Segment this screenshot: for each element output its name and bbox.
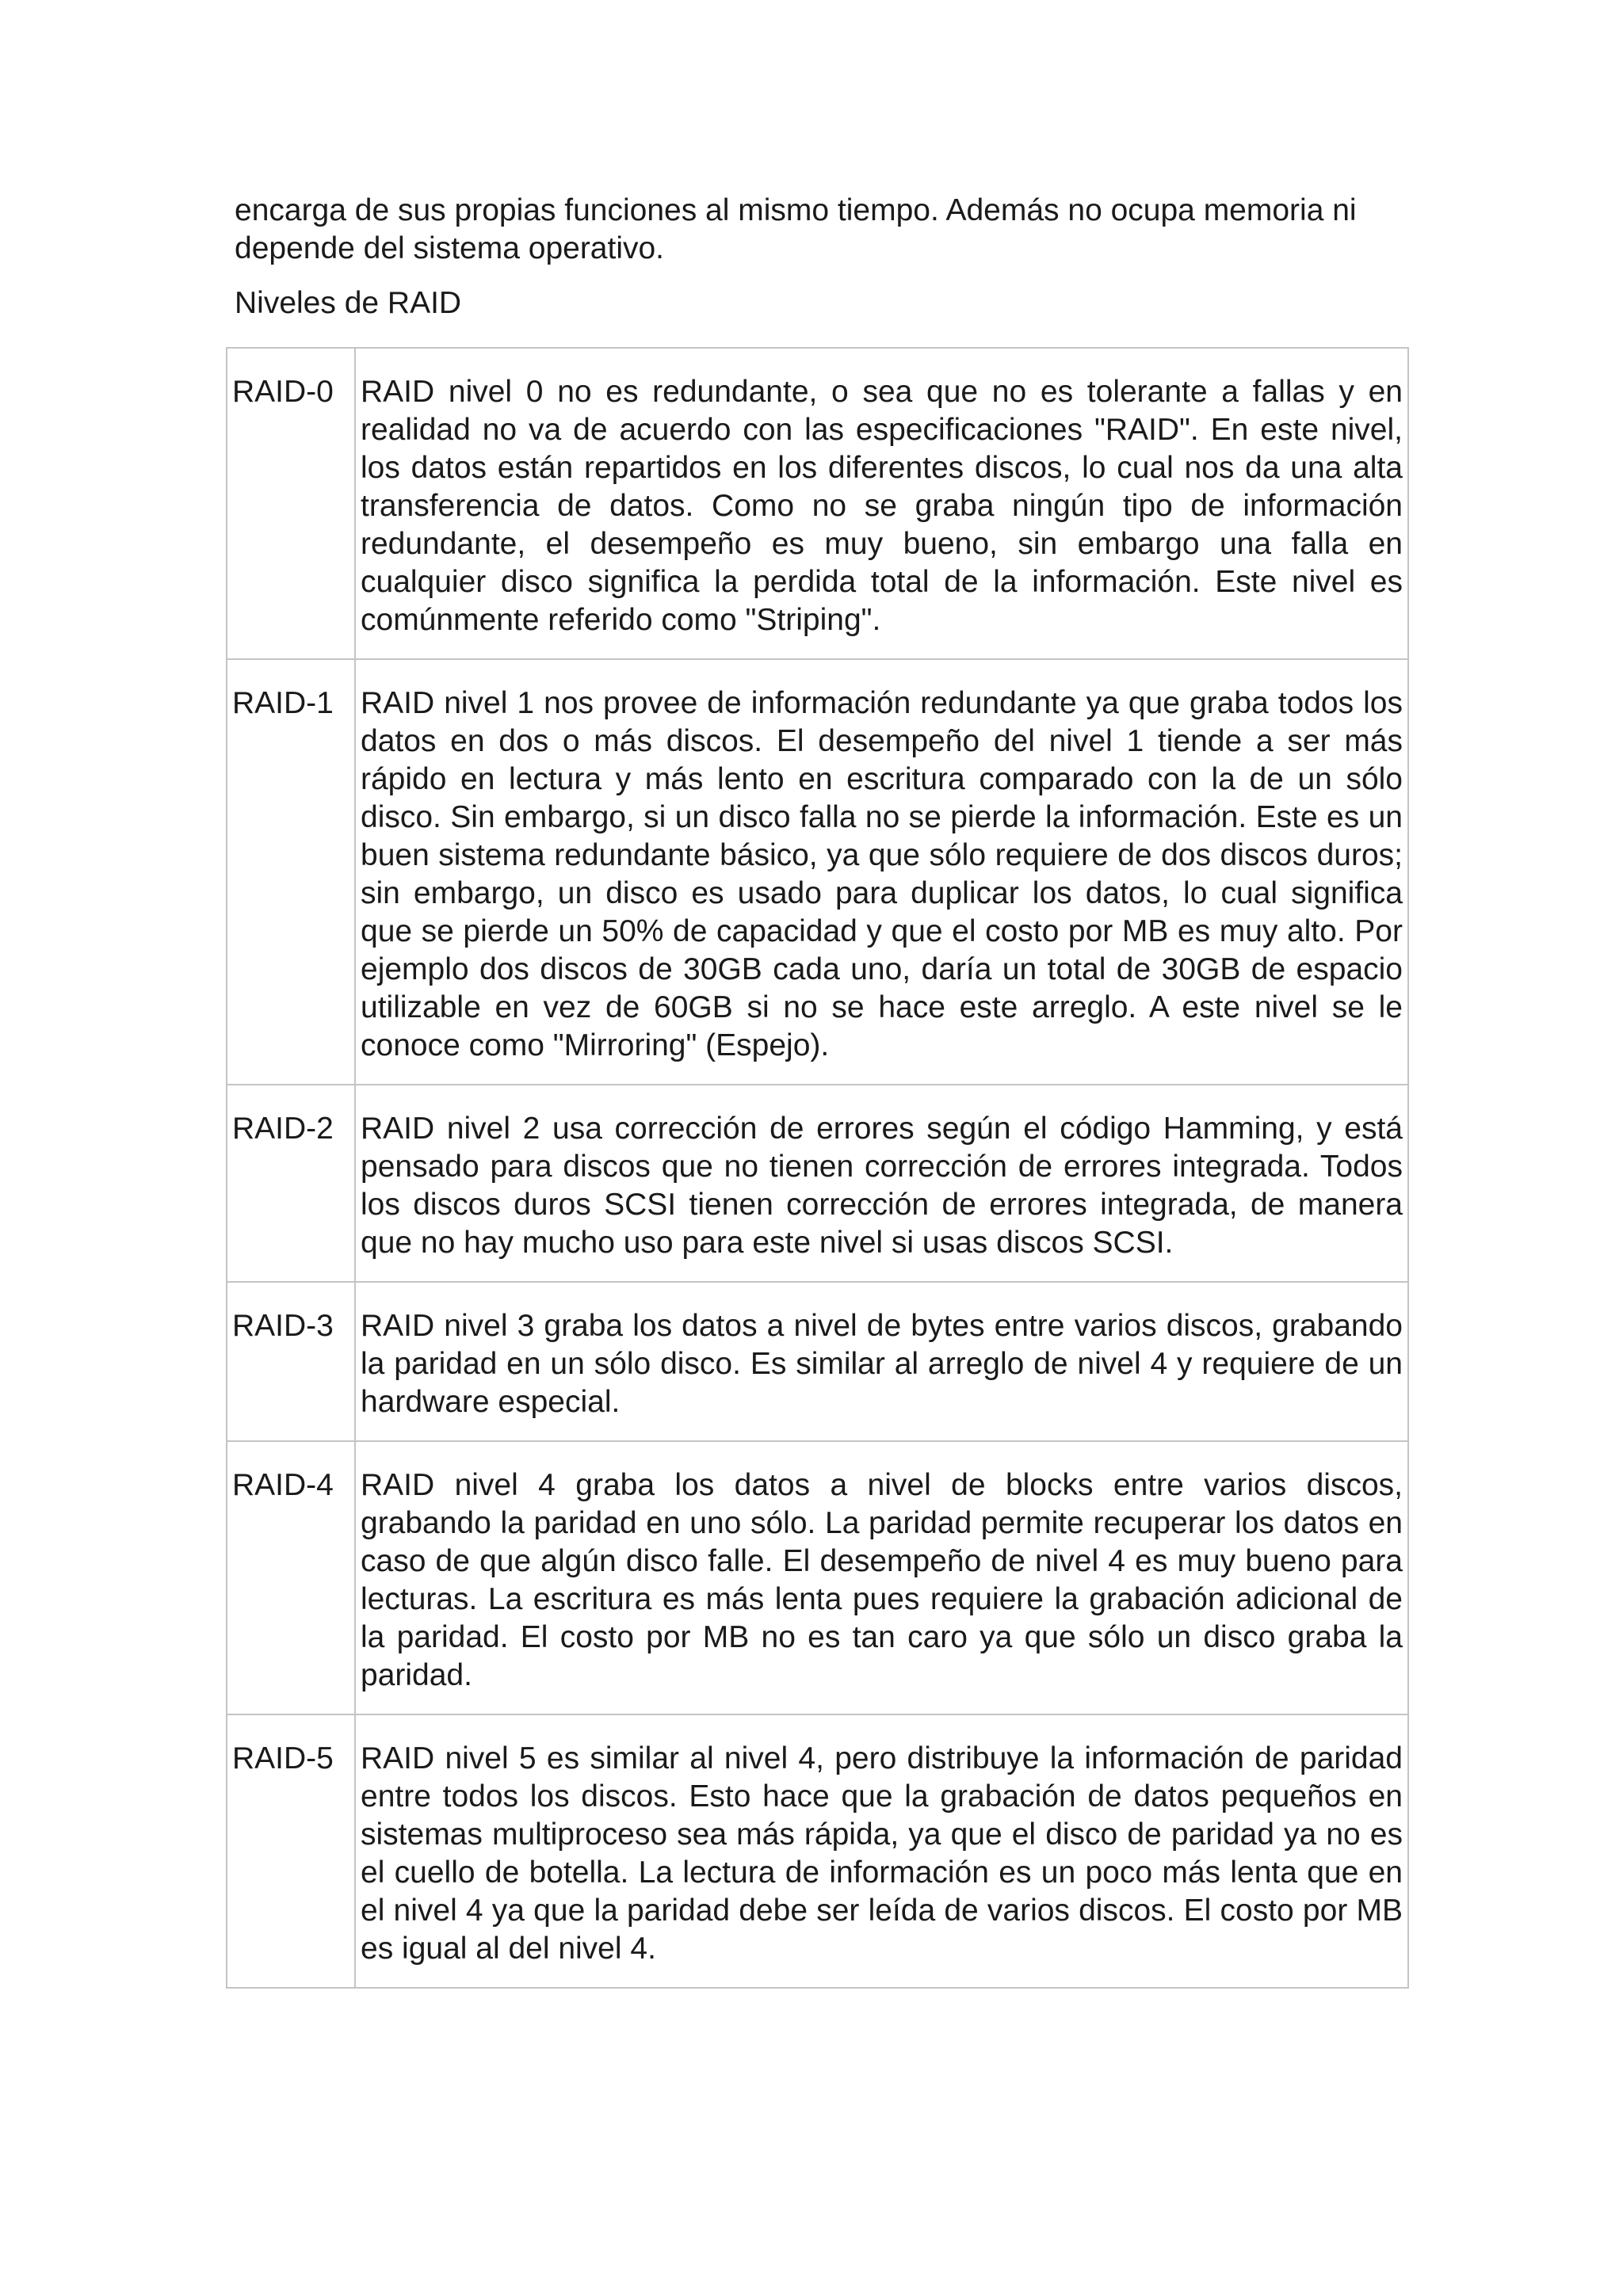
- page-content: [235, 192, 1409, 322]
- table-row: [227, 1282, 1408, 1441]
- raid-level-label: RAID-4: [227, 1441, 355, 1714]
- table-row: [227, 1714, 1408, 1988]
- raid-level-label: RAID-2: [227, 1085, 355, 1282]
- raid-level-description: RAID nivel 3 graba los datos a nivel de bytes entre varios discos, grabando la paridad en un sólo disco. Es similar al arreglo de nivel 4 y requiere de un hardware especial.: [355, 1282, 1408, 1441]
- table-row: [227, 659, 1408, 1085]
- raid-level-description: RAID nivel 4 graba los datos a nivel de blocks entre varios discos, grabando la paridad en uno sólo. La paridad permite recuperar los datos en caso de que algún disco falle. El desempeño de nivel 4 es muy bueno para lecturas. La escritura es más lenta pues requiere la grabación adicional de la paridad. El costo por MB no es tan caro ya que sólo un disco graba la paridad.: [355, 1441, 1408, 1714]
- intro-paragraph: encarga de sus propias funciones al mismo tiempo. Además no ocupa memoria ni depende del sistema operativo.: [235, 193, 1357, 265]
- table-row: [227, 1441, 1408, 1714]
- table-row: [227, 1085, 1408, 1282]
- raid-level-label: RAID-3: [227, 1282, 355, 1441]
- raid-level-label: RAID-5: [227, 1714, 355, 1988]
- raid-level-description: RAID nivel 1 nos provee de información redundante ya que graba todos los datos en dos o más discos. El desempeño del nivel 1 tiende a ser más rápido en lectura y más lento en escritura comparado con la de un sólo disco. Sin embargo, si un disco falla no se pierde la información. Este es un buen sistema redundante básico, ya que sólo requiere de dos discos duros; sin embargo, un disco es usado para duplicar los datos, lo cual significa que se pierde un 50% de capacidad y que el costo por MB es muy alto. Por ejemplo dos discos de 30GB cada uno, daría un total de 30GB de espacio utilizable en vez de 60GB si no se hace este arreglo. A este nivel se le conoce como "Mirroring" (Espejo).: [355, 659, 1408, 1085]
- raid-level-label: RAID-0: [227, 348, 355, 659]
- table-row: [227, 348, 1408, 659]
- section-heading: Niveles de RAID: [235, 286, 462, 320]
- raid-level-description: RAID nivel 0 no es redundante, o sea que no es tolerante a fallas y en realidad no va de acuerdo con las especificaciones "RAID". En este nivel, los datos están repartidos en los diferentes discos, lo cual nos da una alta transferencia de datos. Como no se graba ningún tipo de información redundante, el desempeño es muy bueno, sin embargo una falla en cualquier disco significa la perdida total de la información. Este nivel es comúnmente referido como "Striping".: [355, 348, 1408, 659]
- raid-levels-table: [226, 347, 1409, 1989]
- raid-level-description: RAID nivel 2 usa corrección de errores según el código Hamming, y está pensado para discos que no tienen corrección de errores integrada. Todos los discos duros SCSI tienen corrección de errores integrada, de manera que no hay mucho uso para este nivel si usas discos SCSI.: [355, 1085, 1408, 1282]
- raid-level-label: RAID-1: [227, 659, 355, 1085]
- raid-level-description: RAID nivel 5 es similar al nivel 4, pero distribuye la información de paridad entre todos los discos. Esto hace que la grabación de datos pequeños en sistemas multiproceso sea más rápida, ya que el disco de paridad ya no es el cuello de botella. La lectura de información es un poco más lenta que en el nivel 4 ya que la paridad debe ser leída de varios discos. El costo por MB es igual al del nivel 4.: [355, 1714, 1408, 1988]
